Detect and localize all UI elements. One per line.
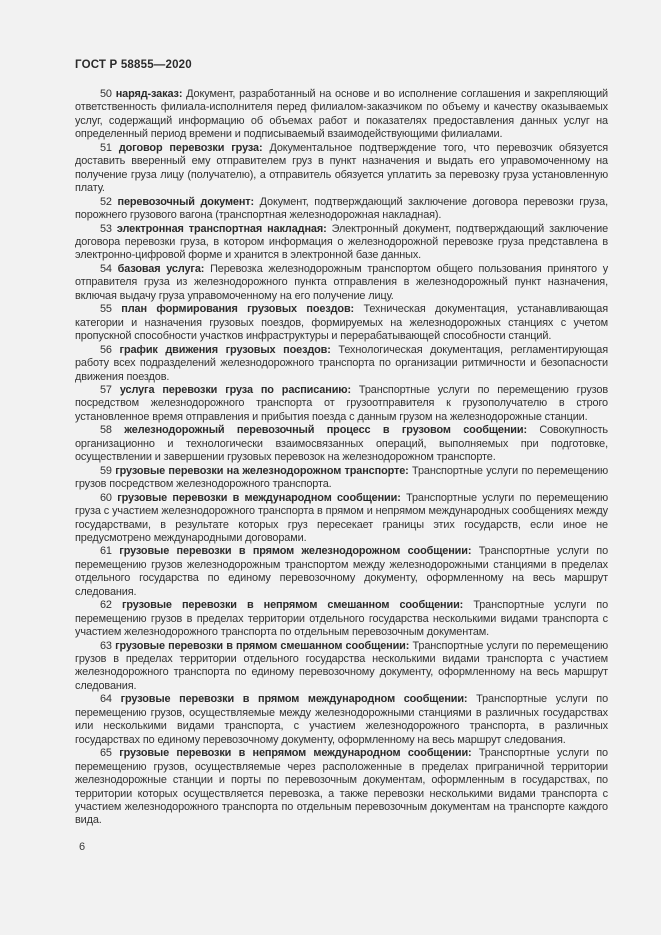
term-number: 57 [100,383,112,396]
term-paragraph [75,196,608,223]
term-paragraph [75,640,608,694]
term-paragraph [75,492,608,546]
term-title: грузовые перевозки в прямом железнодорожном сообщении: [119,545,472,558]
term-title: грузовые перевозки в прямом международном сообщении: [120,693,468,706]
term-title: договор перевозки груза: [118,141,263,154]
term-number: 51 [100,141,112,154]
term-title: грузовые перевозки в непрямом смешанном сообщении: [122,599,464,612]
term-number: 55 [100,303,112,316]
term-definition: Транспортные услуги по перемещению груза с участием железнодорожного транспорта в прямом и непрямом международных сообщениях между государствами, в результате которых груз пересекает границы этих государств, если иное не предусмотрено международными договорами. [75,491,608,544]
term-definition: Документ, разработанный на основе и во исполнение соглашения и закрепляющий ответственность филиала-исполнителя перед филиалом-заказчиком по объему и качеству оказываемых услуг, содержащий информацию об объемах работ и показателях предоставления данных услуг на определенный период времени и подписываемый взаимодействующими филиалами. [75,88,608,141]
term-definition: Транспортные услуги по перемещению грузов в пределах территории отдельного государства несколькими видами транспорта с участием железнодорожного транспорта по единому перевозочному документу, оформленному на весь маршрут следования. [75,639,608,692]
terms-list [75,88,608,828]
term-paragraph [75,223,608,263]
term-number: 61 [100,545,112,558]
term-paragraph [75,344,608,384]
term-definition: Транспортные услуги по перемещению грузов, осуществляемые между железнодорожными станциями в различных государствах или несколькими видами транспорта, с участием железнодорожного транспорта, в различных государствах по единому перевозочному документу, оформленному на весь маршрут следования. [75,693,609,746]
term-paragraph [75,303,608,343]
term-title: перевозочный документ: [117,195,254,208]
term-definition: Документальное подтверждение того, что перевозчик обязуется доставить вверенный ему отправителем груз в пункт назначения и выдать его управомоченному на получение груза лицу (получателю), а отправитель обязуется уплатить за перевозку груза установленную плату. [75,141,609,195]
term-definition: Транспортные услуги по перемещению грузов в пределах территории отдельного государства несколькими видами транспорта с участием железнодорожного транспорта по отдельным перевозочным документам. [75,599,609,639]
term-number: 60 [100,491,112,504]
term-paragraph [75,263,608,303]
term-title: железнодорожный перевозочный процесс в грузовом сообщении: [124,424,527,437]
term-number: 50 [100,88,112,100]
term-title: электронная транспортная накладная: [116,222,327,235]
term-number: 54 [100,262,112,275]
term-definition: Совокупность организационно и технологически взаимосвязанных операций, выполняемых при подготовке, осуществлении и завершении грузовых перевозок на железнодорожном транспорте. [75,424,608,464]
term-title: наряд-заказ: [115,88,183,100]
standard-designation: ГОСТ Р 58855—2020 [75,59,192,71]
term-definition: Транспортные услуги по перемещению грузов посредством железнодорожного транспорта от грузоотправителя к грузополучателю в строго установленное время отправления и прибытия поезда с данным грузом на железнодорожные станции. [75,383,609,423]
term-number: 65 [100,747,112,760]
term-definition: Документ, подтверждающий заключение договора перевозки груза, порожнего грузового вагона (транспортная железнодорожная накладная). [75,195,609,222]
term-paragraph [75,465,608,492]
term-number: 52 [100,195,112,208]
term-definition: Технологическая документация, регламентирующая работу всех подразделений железнодорожного транспорта по организации ритмичности и безопасности движения поездов. [75,343,609,383]
term-definition: Техническая документация, устанавливающая категории и назначения грузовых поездов, формируемых на железнодорожных станциях с учетом пропускной способности участков инфраструктуры и перерабатывающей способности станций. [75,303,608,343]
term-number: 59 [100,464,112,477]
term-paragraph [75,545,608,599]
term-title: грузовые перевозки в международном сообщении: [117,491,401,504]
term-title: базовая услуга: [117,262,205,275]
term-number: 53 [100,222,112,235]
term-number: 56 [100,343,112,356]
term-definition: Транспортные услуги по перемещению грузов железнодорожным транспортом между железнодорожными станциями в пределах отдельного государства по единому перевозочному документу, оформленному на весь маршрут следования. [75,545,609,598]
term-title: грузовые перевозки на железнодорожном транспорте: [115,464,409,477]
term-paragraph [75,384,608,424]
term-title: график движения грузовых поездов: [119,343,331,356]
term-paragraph [75,747,608,828]
term-definition: Перевозка железнодорожным транспортом общего пользования принятого у отправителя груза из железнодорожного пункта отправления в железнодорожный пункт назначения, включая выдачу груза управомоченному на его получение лицу. [75,262,609,302]
term-paragraph [75,88,608,142]
page-number: 6 [79,840,86,853]
term-number: 58 [100,424,112,437]
term-definition: Электронный документ, подтверждающий заключение договора перевозки груза, в котором информация о железнодорожной перевозке груза представлена в электронно-цифровой форме и хранится в электронной базе данных. [75,222,609,262]
term-paragraph [75,693,608,747]
term-number: 63 [100,639,112,652]
term-title: услуга перевозки груза по расписанию: [119,383,351,396]
term-number: 62 [100,599,112,612]
term-definition: Транспортные услуги по перемещению грузов посредством железнодорожного транспорта. [75,464,609,491]
term-paragraph [75,424,608,464]
term-title: план формирования грузовых поездов: [121,303,355,316]
term-title: грузовые перевозки в непрямом международном сообщении: [119,747,472,760]
term-title: грузовые перевозки в прямом смешанном сообщении: [115,639,410,652]
term-definition: Транспортные услуги по перемещению грузов, осуществляемые через расположенные в пределах приграничной территории железнодорожные станции и порты по перевозочным документам, оформленным в государствах, по территории которых осуществляется перевозка, а также перевозки несколькими видами транспорта с участием железнодорожного транспорта по отдельным перевозочным документам на транспорте каждого вида. [75,747,608,827]
term-paragraph [75,599,608,639]
term-number: 64 [100,693,112,706]
term-paragraph [75,142,608,196]
